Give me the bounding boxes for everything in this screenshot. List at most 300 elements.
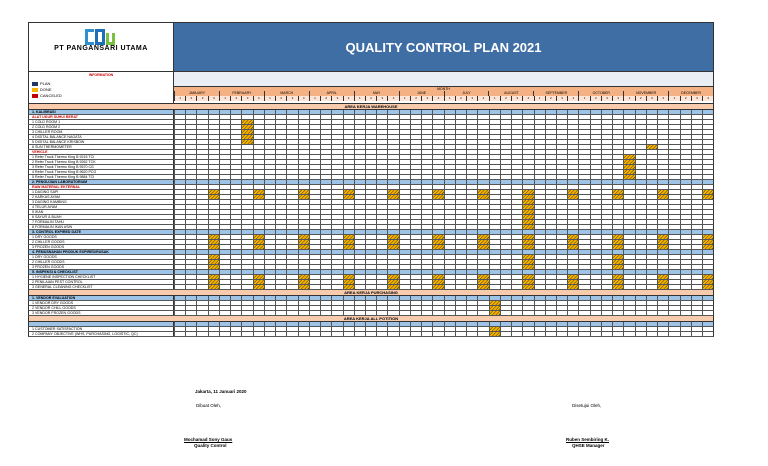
week-number: 3 <box>556 96 567 101</box>
week-cell <box>354 311 365 315</box>
week-cell <box>500 311 511 315</box>
week-cell <box>489 140 500 144</box>
week-cell <box>387 220 398 224</box>
week-cell <box>545 210 556 214</box>
week-cell <box>477 185 488 189</box>
week-cell <box>635 155 646 159</box>
week-cell <box>601 230 612 234</box>
week-cell <box>657 311 668 315</box>
week-cell <box>578 311 589 315</box>
week-cell <box>466 170 477 174</box>
week-cell <box>601 155 612 159</box>
week-cell <box>376 135 387 139</box>
week-cell <box>286 155 297 159</box>
week-cell <box>399 120 410 124</box>
week-cell <box>421 205 432 209</box>
week-cell <box>522 200 533 204</box>
week-cell <box>432 265 443 269</box>
week-cell <box>455 130 466 134</box>
week-cell <box>444 265 455 269</box>
week-cell <box>601 311 612 315</box>
week-cell <box>680 270 691 274</box>
week-cell <box>286 235 297 239</box>
week-cell <box>286 110 297 114</box>
week-cell <box>253 327 264 331</box>
week-cell <box>668 245 679 249</box>
week-cell <box>691 160 702 164</box>
week-cell <box>635 322 646 326</box>
week-cell <box>230 250 241 254</box>
row-label: 5 DIGITAL BALANCE KRISBOW <box>29 140 174 144</box>
week-cell <box>489 165 500 169</box>
week-cell <box>590 275 601 279</box>
week-cell <box>635 301 646 305</box>
week-cell <box>264 145 275 149</box>
week-cell <box>567 195 578 199</box>
week-cell <box>365 301 376 305</box>
week-cell <box>196 210 207 214</box>
week-cell <box>466 225 477 229</box>
week-cell <box>567 210 578 214</box>
week-cell <box>511 115 522 119</box>
week-cell <box>185 311 196 315</box>
week-cell <box>702 327 713 331</box>
week-cell <box>668 200 679 204</box>
week-cell <box>421 225 432 229</box>
week-cell <box>578 322 589 326</box>
week-cell <box>511 195 522 199</box>
week-cell <box>286 170 297 174</box>
week-cell <box>601 250 612 254</box>
week-cell <box>365 210 376 214</box>
week-cell <box>545 220 556 224</box>
week-cell <box>286 322 297 326</box>
week-cell <box>241 145 252 149</box>
week-cell <box>444 301 455 305</box>
week-cell <box>657 220 668 224</box>
week-cell <box>590 145 601 149</box>
week-cell <box>331 306 342 310</box>
week-cell <box>668 145 679 149</box>
week-cell <box>511 225 522 229</box>
week-cell <box>590 230 601 234</box>
week-cell <box>590 332 601 336</box>
week-cell <box>623 220 634 224</box>
row-label: 4 Refer Truck Thermo King B 9620 PCG <box>29 170 174 174</box>
week-cell <box>657 195 668 199</box>
week-cell <box>612 225 623 229</box>
week-cell <box>376 170 387 174</box>
week-cell <box>174 260 185 264</box>
week-cell <box>545 235 556 239</box>
week-cell <box>702 170 713 174</box>
week-cell <box>264 301 275 305</box>
week-cell <box>185 175 196 179</box>
week-cell <box>376 235 387 239</box>
week-cell <box>702 145 713 149</box>
month-label: MONTH <box>174 86 713 91</box>
week-cell <box>511 220 522 224</box>
week-cell <box>230 150 241 154</box>
week-cell <box>410 210 421 214</box>
week-cell <box>612 205 623 209</box>
week-cell <box>387 306 398 310</box>
week-cell <box>185 322 196 326</box>
week-cell <box>657 245 668 249</box>
week-cell <box>680 120 691 124</box>
week-cell <box>196 327 207 331</box>
week-cell <box>264 327 275 331</box>
week-cell <box>702 215 713 219</box>
week-cell <box>298 255 309 259</box>
week-cell <box>354 195 365 199</box>
week-cell <box>601 180 612 184</box>
week-cell <box>185 260 196 264</box>
week-cell <box>410 296 421 300</box>
week-cell <box>320 235 331 239</box>
week-cell <box>489 311 500 315</box>
week-cell <box>556 205 567 209</box>
week-cell <box>590 255 601 259</box>
week-cell <box>511 120 522 124</box>
week-cell <box>455 265 466 269</box>
week-number: 2 <box>365 96 376 101</box>
week-cell <box>477 180 488 184</box>
week-cell <box>185 170 196 174</box>
row-label: 1 COLD ROOM 1 <box>29 120 174 124</box>
week-number: 3 <box>646 96 657 101</box>
week-cell <box>601 210 612 214</box>
week-cell <box>264 155 275 159</box>
week-cell <box>174 240 185 244</box>
week-cell <box>466 260 477 264</box>
week-cell <box>320 285 331 289</box>
week-number: 1 <box>623 96 634 101</box>
week-cell <box>668 225 679 229</box>
week-cell <box>331 145 342 149</box>
week-cell <box>208 280 219 284</box>
week-cell <box>174 195 185 199</box>
week-cell <box>500 165 511 169</box>
week-cell <box>646 115 657 119</box>
week-cell <box>275 120 286 124</box>
week-cell <box>253 125 264 129</box>
week-cell <box>635 311 646 315</box>
week-cell <box>320 255 331 259</box>
week-cell <box>241 110 252 114</box>
week-cell <box>219 160 230 164</box>
week-cell <box>309 125 320 129</box>
week-cell <box>578 125 589 129</box>
week-cell <box>264 125 275 129</box>
week-cell <box>275 185 286 189</box>
week-cell <box>421 245 432 249</box>
week-cell <box>264 275 275 279</box>
week-cell <box>522 150 533 154</box>
week-cell <box>219 150 230 154</box>
week-cell <box>399 195 410 199</box>
week-cell <box>185 120 196 124</box>
week-cell <box>264 205 275 209</box>
week-cell <box>444 270 455 274</box>
week-cell <box>264 235 275 239</box>
week-cell <box>253 170 264 174</box>
week-cell <box>174 220 185 224</box>
company-logo-cell <box>28 22 174 72</box>
week-cell <box>477 301 488 305</box>
week-cell <box>410 285 421 289</box>
week-cell <box>522 220 533 224</box>
week-cell <box>432 150 443 154</box>
week-cell <box>421 285 432 289</box>
week-cell <box>399 210 410 214</box>
week-cell <box>309 155 320 159</box>
week-cell <box>534 215 545 219</box>
week-cell <box>623 311 634 315</box>
week-cell <box>489 301 500 305</box>
week-cell <box>556 125 567 129</box>
week-cell <box>680 260 691 264</box>
week-cell <box>365 215 376 219</box>
week-cell <box>702 180 713 184</box>
week-cell <box>455 180 466 184</box>
made-by-label: Dibuat Oleh, <box>196 403 222 408</box>
week-cell <box>455 170 466 174</box>
week-cell <box>545 265 556 269</box>
row-label: 6 SUN THERMOMETER <box>29 145 174 149</box>
week-cell <box>455 332 466 336</box>
week-cell <box>477 245 488 249</box>
week-cell <box>702 190 713 194</box>
week-cell <box>253 210 264 214</box>
week-cell <box>298 120 309 124</box>
week-cell <box>668 215 679 219</box>
week-cell <box>410 130 421 134</box>
week-cell <box>387 155 398 159</box>
week-cell <box>657 130 668 134</box>
week-cell <box>646 306 657 310</box>
week-cell <box>668 140 679 144</box>
week-cell <box>432 327 443 331</box>
week-cell <box>556 327 567 331</box>
week-cell <box>578 332 589 336</box>
week-cell <box>365 135 376 139</box>
week-cell <box>196 230 207 234</box>
week-cell <box>511 145 522 149</box>
week-cell <box>578 265 589 269</box>
week-cell <box>354 115 365 119</box>
week-cell <box>264 332 275 336</box>
week-cell <box>511 311 522 315</box>
week-cell <box>410 110 421 114</box>
week-cell <box>466 296 477 300</box>
week-cell <box>623 265 634 269</box>
week-cell <box>545 245 556 249</box>
week-cell <box>230 195 241 199</box>
week-cell <box>522 190 533 194</box>
week-cell <box>399 265 410 269</box>
week-cell <box>702 296 713 300</box>
week-cell <box>511 296 522 300</box>
week-cell <box>691 332 702 336</box>
week-cell <box>354 270 365 274</box>
week-cell <box>241 275 252 279</box>
week-cell <box>320 200 331 204</box>
week-cell <box>275 110 286 114</box>
week-cell <box>635 185 646 189</box>
week-cell <box>365 165 376 169</box>
week-cell <box>680 280 691 284</box>
week-cell <box>264 160 275 164</box>
week-cell <box>612 255 623 259</box>
week-cell <box>241 285 252 289</box>
week-cell <box>623 165 634 169</box>
week-cell <box>601 260 612 264</box>
week-cell <box>376 301 387 305</box>
week-cell <box>623 260 634 264</box>
week-cell <box>646 225 657 229</box>
week-cell <box>432 215 443 219</box>
week-cell <box>455 327 466 331</box>
week-number: 1 <box>354 96 365 101</box>
week-cell <box>241 255 252 259</box>
week-cell <box>612 245 623 249</box>
week-cell <box>196 155 207 159</box>
week-cell <box>522 275 533 279</box>
row-label: VEHICLE <box>29 150 174 154</box>
week-cell <box>298 230 309 234</box>
week-cell <box>410 135 421 139</box>
week-cell <box>421 150 432 154</box>
week-cell <box>477 120 488 124</box>
week-cell <box>590 130 601 134</box>
week-cell <box>455 225 466 229</box>
week-cell <box>354 200 365 204</box>
week-cell <box>253 150 264 154</box>
week-cell <box>500 110 511 114</box>
week-cell <box>286 220 297 224</box>
week-cell <box>545 120 556 124</box>
week-cell <box>500 140 511 144</box>
week-cell <box>702 255 713 259</box>
week-cell <box>264 280 275 284</box>
week-cell <box>309 225 320 229</box>
week-cell <box>455 110 466 114</box>
week-cell <box>174 311 185 315</box>
week-cell <box>432 270 443 274</box>
week-cell <box>309 210 320 214</box>
week-cell <box>500 150 511 154</box>
week-cell <box>365 296 376 300</box>
week-cell <box>567 200 578 204</box>
week-cell <box>567 275 578 279</box>
row-label: 1. KALIBRASI <box>29 110 174 114</box>
week-cell <box>590 245 601 249</box>
week-cell <box>309 332 320 336</box>
week-cell <box>331 140 342 144</box>
week-cell <box>646 205 657 209</box>
week-cell <box>646 301 657 305</box>
week-cell <box>320 322 331 326</box>
week-number: 3 <box>421 96 432 101</box>
week-cell <box>500 215 511 219</box>
week-cell <box>331 275 342 279</box>
week-cell <box>444 125 455 129</box>
week-cell <box>174 250 185 254</box>
week-cell <box>432 130 443 134</box>
week-cell <box>208 275 219 279</box>
week-cell <box>489 235 500 239</box>
week-cell <box>286 265 297 269</box>
week-cell <box>635 230 646 234</box>
week-cell <box>343 110 354 114</box>
week-cell <box>556 270 567 274</box>
week-cell <box>477 332 488 336</box>
week-cell <box>331 160 342 164</box>
week-cell <box>241 185 252 189</box>
week-cell <box>567 115 578 119</box>
week-cell <box>219 205 230 209</box>
week-cell <box>556 225 567 229</box>
week-cell <box>286 270 297 274</box>
week-cell <box>309 140 320 144</box>
week-cell <box>578 160 589 164</box>
week-cell <box>208 115 219 119</box>
week-cell <box>500 270 511 274</box>
week-cell <box>253 306 264 310</box>
week-cell <box>466 245 477 249</box>
week-cell <box>646 280 657 284</box>
week-cell <box>253 280 264 284</box>
week-cell <box>432 140 443 144</box>
week-cell <box>343 311 354 315</box>
row-label: RAW MATERIAL EKTERNAL <box>29 185 174 189</box>
week-cell <box>309 220 320 224</box>
week-cell <box>365 230 376 234</box>
week-cell <box>208 270 219 274</box>
week-cell <box>511 270 522 274</box>
week-cell <box>185 230 196 234</box>
week-cell <box>343 170 354 174</box>
week-cell <box>646 140 657 144</box>
week-cell <box>432 225 443 229</box>
week-number: 1 <box>489 96 500 101</box>
week-cell <box>331 110 342 114</box>
week-cell <box>578 245 589 249</box>
week-cell <box>354 215 365 219</box>
week-cell <box>230 265 241 269</box>
week-cell <box>230 205 241 209</box>
week-cell <box>578 280 589 284</box>
week-cell <box>444 200 455 204</box>
week-cell <box>623 275 634 279</box>
week-number: 4 <box>657 96 668 101</box>
week-cell <box>320 250 331 254</box>
week-cell <box>590 306 601 310</box>
week-cell <box>275 296 286 300</box>
approved-by-label: Disetujui Oleh, <box>572 403 602 408</box>
week-cell <box>432 240 443 244</box>
week-cell <box>612 130 623 134</box>
week-cell <box>387 180 398 184</box>
week-cell <box>635 275 646 279</box>
week-cell <box>208 120 219 124</box>
week-cell <box>444 280 455 284</box>
week-cell <box>275 280 286 284</box>
row-label: 1 DAGING SAPI <box>29 190 174 194</box>
week-cell <box>444 185 455 189</box>
week-cell <box>578 215 589 219</box>
